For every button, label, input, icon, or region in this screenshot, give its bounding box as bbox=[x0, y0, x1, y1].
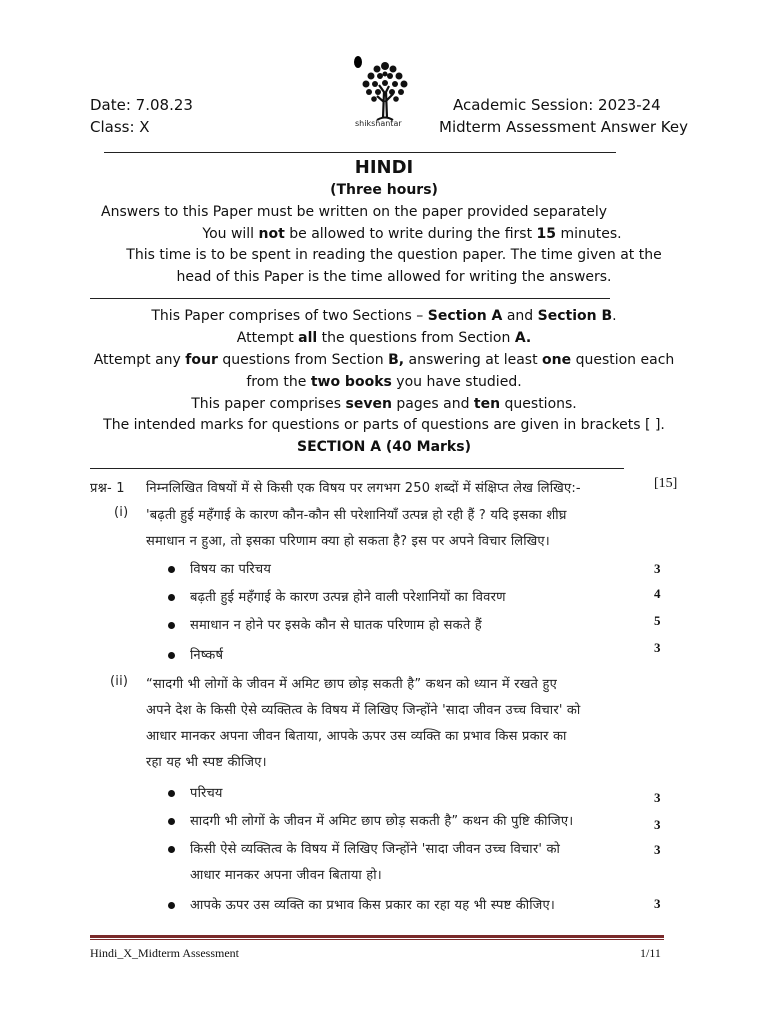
sections-line-2: Attempt all the questions from Section A. bbox=[236, 330, 532, 346]
part-i-mark-3: 5 bbox=[654, 613, 661, 628]
part-ii-mark-3: 3 bbox=[654, 842, 661, 857]
part-i-label: (i) bbox=[114, 505, 129, 520]
part-i-mark-2: 4 bbox=[654, 586, 661, 601]
bullet-icon bbox=[168, 652, 175, 659]
question-text: निम्नलिखित विषयों में से किसी एक विषय पर लगभग 250 शब्दों में संक्षिप्त लेख लिखिए:- bbox=[146, 481, 581, 496]
bullet-icon bbox=[168, 902, 175, 909]
section-a-heading: SECTION A (40 Marks) bbox=[297, 439, 471, 455]
part-i-line-1: 'बढ़ती हुई महँगाई के कारण कौन-कौन सी परेशानियाँ उत्पन्न हो रही हैं ? यदि इसका शीघ्र bbox=[146, 508, 567, 523]
part-ii-point-1: परिचय bbox=[190, 786, 223, 801]
sections-line-5: This paper comprises seven pages and ten questions. bbox=[191, 396, 577, 412]
page-title: HINDI bbox=[354, 157, 414, 178]
part-ii-point-4: आपके ऊपर उस व्यक्ति का प्रभाव किस प्रकार का रहा यह भी स्पष्ट कीजिए। bbox=[190, 898, 556, 913]
duration: (Three hours) bbox=[330, 182, 438, 198]
part-ii-line-4: रहा यह भी स्पष्ट कीजिए। bbox=[146, 755, 267, 770]
bullet-icon bbox=[168, 594, 175, 601]
footer-rule bbox=[90, 935, 664, 938]
part-i-mark-1: 3 bbox=[654, 561, 661, 576]
instruction-line-4: head of this Paper is the time allowed for writing the answers. bbox=[176, 269, 612, 285]
bullet-icon bbox=[168, 790, 175, 797]
sections-line-1: This Paper comprises of two Sections – Section A and Section B. bbox=[151, 308, 617, 324]
part-i-line-2: समाधान न हुआ, तो इसका परिणाम क्या हो सकता है? इस पर अपने विचार लिखिए। bbox=[146, 534, 550, 549]
part-ii-point-3-cont: आधार मानकर अपना जीवन बिताया हो। bbox=[190, 868, 382, 883]
question-marks: [15] bbox=[654, 476, 678, 491]
instruction-line-3: This time is to be spent in reading the question paper. The time given at the bbox=[126, 247, 662, 263]
tree-icon bbox=[349, 52, 421, 124]
bullet-icon bbox=[168, 622, 175, 629]
part-i-point-4: निष्कर्ष bbox=[190, 648, 224, 663]
part-i-point-1: विषय का परिचय bbox=[190, 562, 272, 577]
sections-line-6: The intended marks for questions or parts of questions are given in brackets [ ]. bbox=[103, 417, 665, 433]
sections-line-3: Attempt any four questions from Section B, answering at least one question each bbox=[93, 352, 675, 368]
part-ii-mark-2: 3 bbox=[654, 817, 661, 832]
footer-rule-thin bbox=[90, 939, 664, 940]
sections-line-4: from the two books you have studied. bbox=[246, 374, 522, 390]
part-i-mark-4: 3 bbox=[654, 640, 661, 655]
assessment-label: Midterm Assessment Answer Key bbox=[439, 118, 688, 136]
date-label: Date: 7.08.23 bbox=[90, 96, 193, 114]
bullet-icon bbox=[168, 566, 175, 573]
part-ii-point-2: सादगी भी लोगों के जीवन में अमिट छाप छोड़ सकती है” कथन की पुष्टि कीजिए। bbox=[190, 814, 574, 829]
footer-title: Hindi_X_Midterm Assessment bbox=[90, 946, 239, 960]
section-divider bbox=[90, 468, 624, 469]
school-logo bbox=[349, 52, 421, 134]
bullet-icon bbox=[168, 846, 175, 853]
part-ii-line-2: अपने देश के किसी ऐसे व्यक्तित्व के विषय में लिखिए जिन्होंने 'सादा जीवन उच्च विचार' को bbox=[146, 703, 581, 718]
part-ii-mark-1: 3 bbox=[654, 790, 661, 805]
part-ii-mark-4: 3 bbox=[654, 896, 661, 911]
part-ii-point-3: किसी ऐसे व्यक्तित्व के विषय में लिखिए जिन्होंने 'सादा जीवन उच्च विचार' को bbox=[190, 842, 561, 857]
instruction-line-1: Answers to this Paper must be written on the paper provided separately bbox=[101, 204, 607, 220]
header-divider bbox=[104, 152, 616, 153]
question-label: प्रश्न- 1 bbox=[90, 481, 125, 496]
session-label: Academic Session: 2023-24 bbox=[453, 96, 661, 114]
part-i-point-3: समाधान न होने पर इसके कौन से घातक परिणाम हो सकते हैं bbox=[190, 618, 482, 633]
page-number: 1/11 bbox=[640, 946, 661, 960]
class-label: Class: X bbox=[90, 118, 150, 136]
part-ii-label: (ii) bbox=[110, 674, 129, 689]
part-ii-line-3: आधार मानकर अपना जीवन बिताया, आपके ऊपर उस व्यक्ति का प्रभाव किस प्रकार का bbox=[146, 729, 567, 744]
part-i-point-2: बढ़ती हुई महँगाई के कारण उत्पन्न होने वाली परेशानियों का विवरण bbox=[190, 590, 506, 605]
instructions-divider bbox=[90, 298, 610, 299]
instruction-line-2: You will not be allowed to write during the first 15 minutes. bbox=[202, 226, 622, 242]
part-ii-line-1: “सादगी भी लोगों के जीवन में अमिट छाप छोड़ सकती है” कथन को ध्यान में रखते हुए bbox=[146, 677, 557, 692]
bullet-icon bbox=[168, 818, 175, 825]
logo-text: shikshantar bbox=[355, 119, 402, 128]
